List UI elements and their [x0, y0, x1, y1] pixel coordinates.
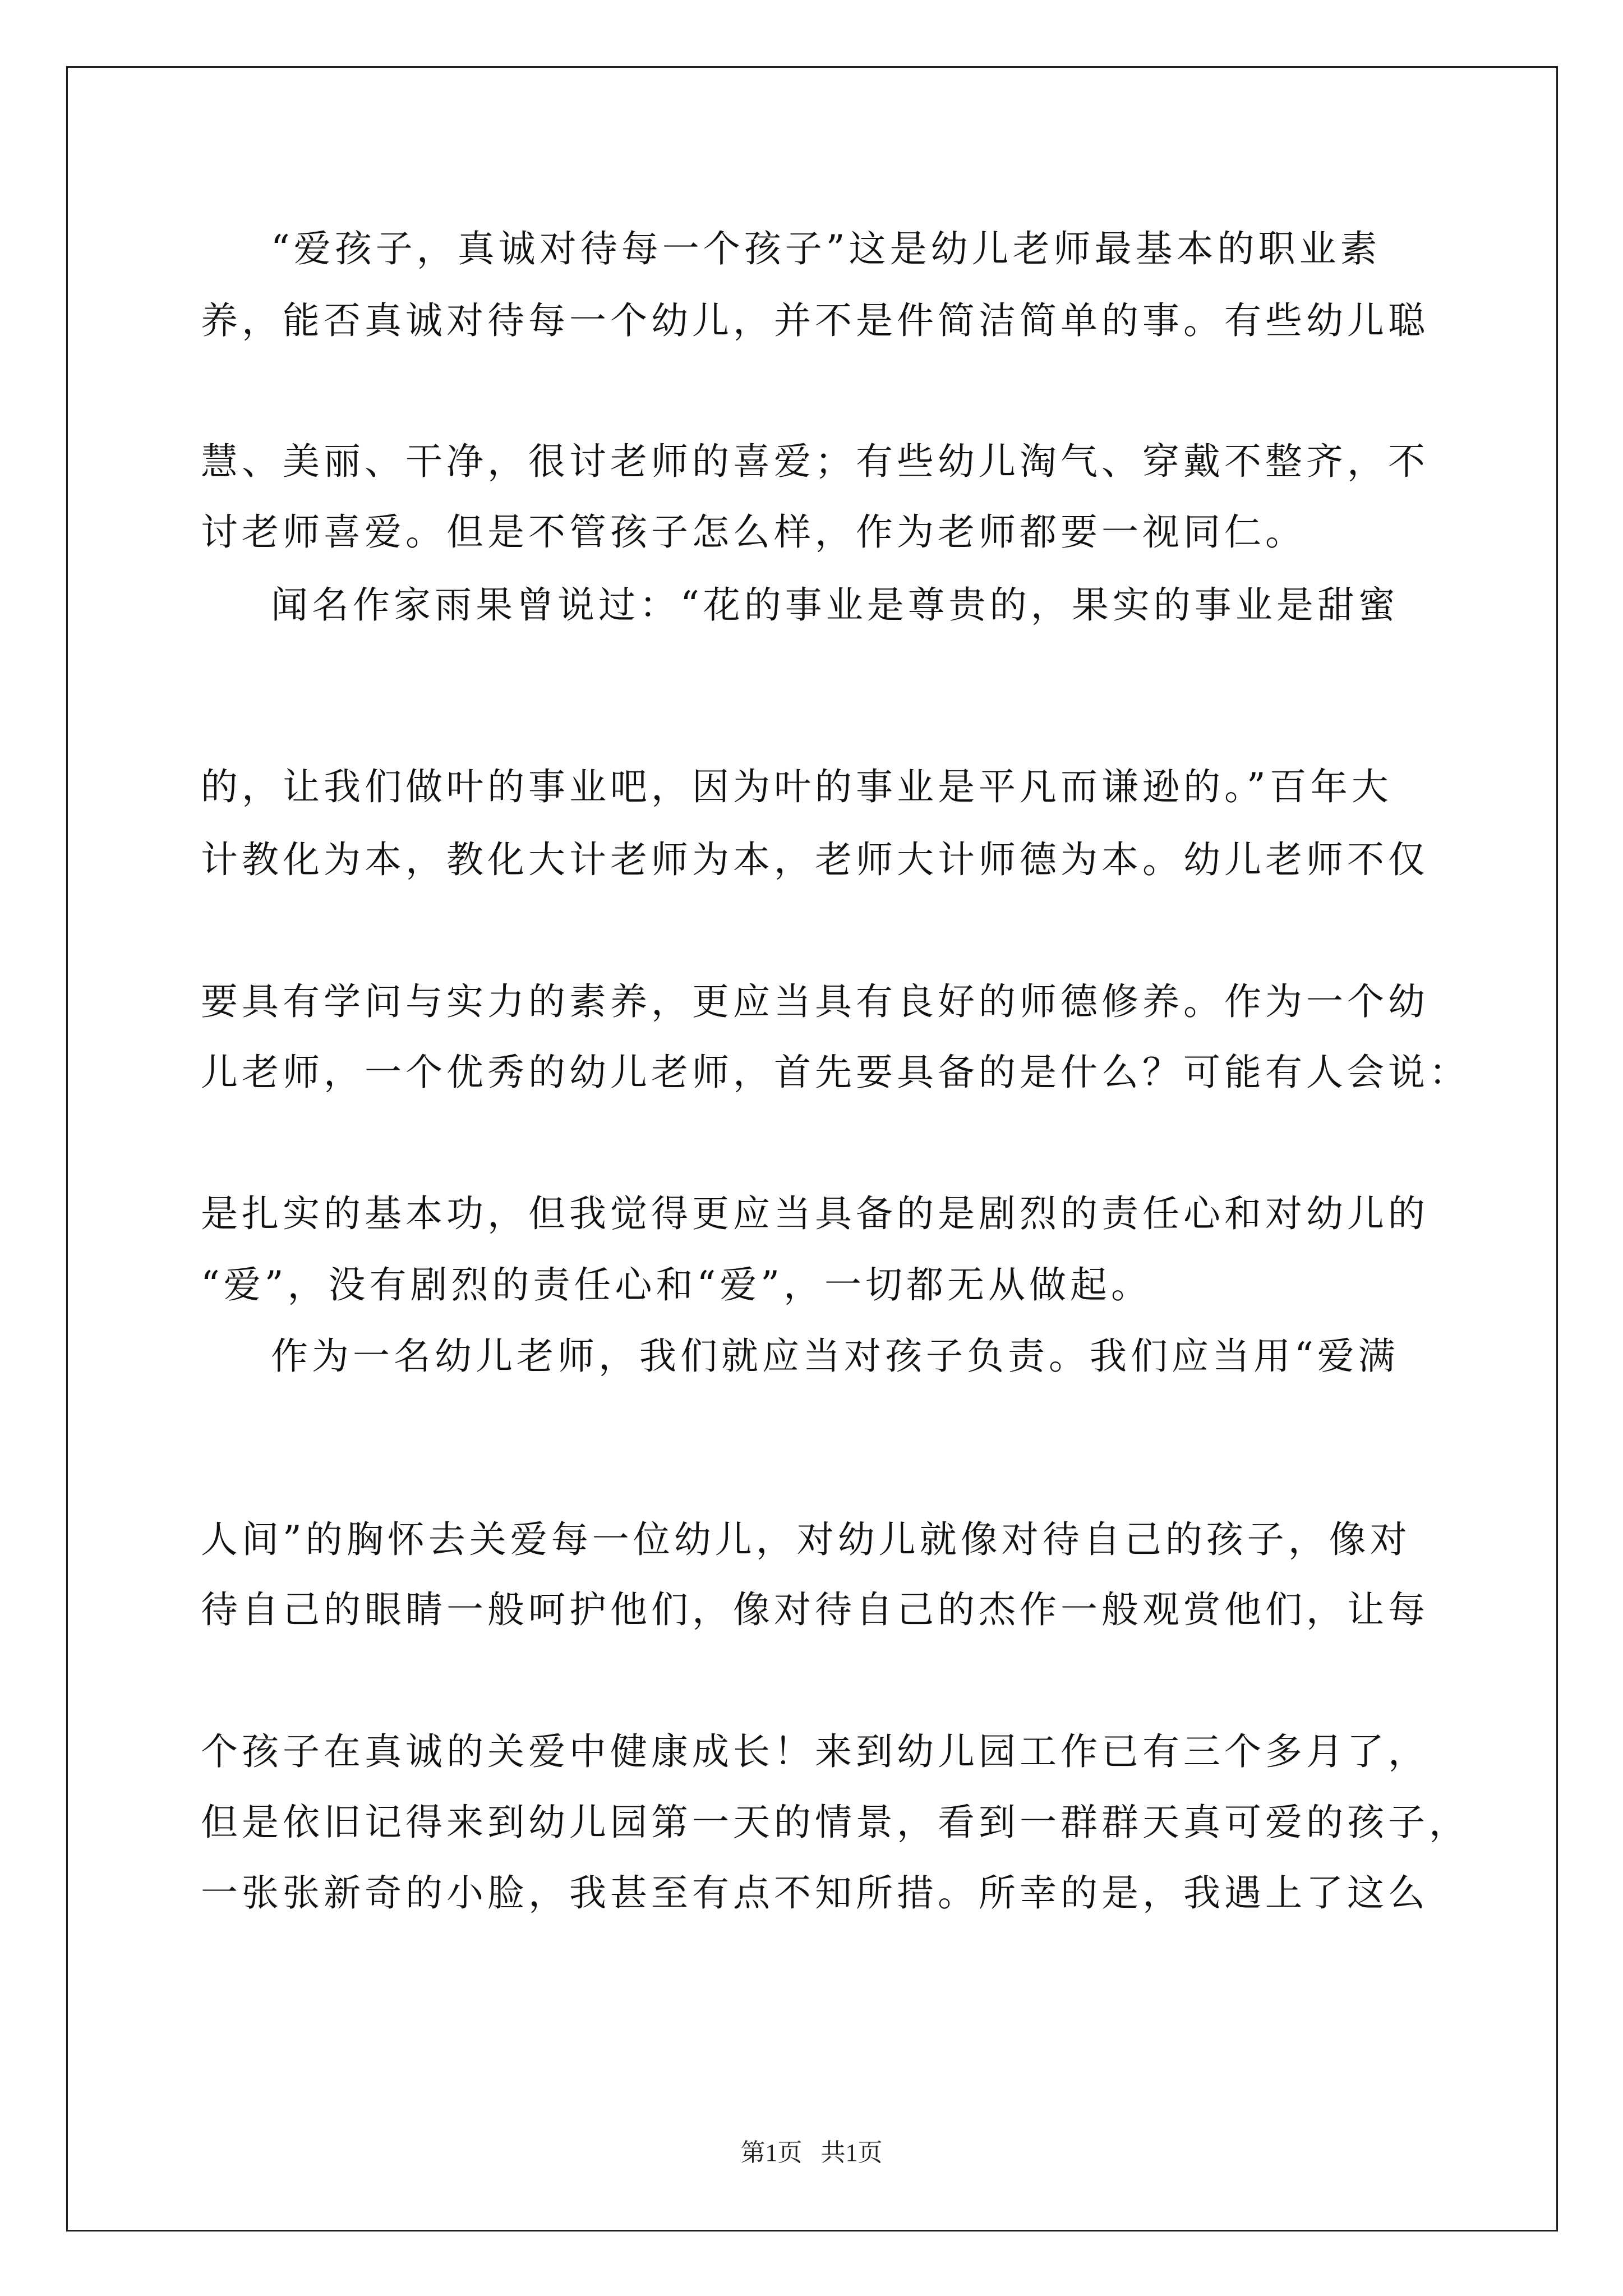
paragraph-2-line-7: “爱”，没有剧烈的责任心和“爱”，一切都无从做起。 [201, 1263, 1152, 1306]
paragraph-3-line-6: 一张张新奇的小脸，我甚至有点不知所措。所幸的是，我遇上了这么 [201, 1871, 1429, 1915]
paragraph-2-line-2: 的，让我们做叶的事业吧，因为叶的事业是平凡而谦逊的。”百年大 [201, 765, 1393, 808]
paragraph-3-line-1: 作为一名幼儿老师，我们就应当对孩子负责。我们应当用“爱满 [271, 1335, 1399, 1378]
paragraph-2-line-3: 计教化为本，教化大计老师为本，老师大计师德为本。幼儿老师不仅 [201, 838, 1429, 881]
paragraph-2-line-6: 是扎实的基本功，但我觉得更应当具备的是剧烈的责任心和对幼儿的 [201, 1192, 1429, 1235]
paragraph-1-line-3: 慧、美丽、干净，很讨老师的喜爱；有些幼儿淘气、穿戴不整齐，不 [201, 440, 1429, 483]
paragraph-2-line-5: 儿老师，一个优秀的幼儿老师，首先要具备的是什么？可能有人会说： [201, 1051, 1470, 1094]
paragraph-1-line-1: “爱孩子，真诚对待每一个孩子”这是幼儿老师最基本的职业素 [271, 227, 1381, 270]
paragraph-3-line-3: 待自己的眼睛一般呵护他们，像对待自己的杰作一般观赏他们，让每 [201, 1588, 1429, 1631]
paragraph-2-line-4: 要具有学问与实力的素养，更应当具有良好的师德修养。作为一个幼 [201, 980, 1429, 1023]
paragraph-3-line-4: 个孩子在真诚的关爱中健康成长！来到幼儿园工作已有三个多月了， [201, 1730, 1429, 1773]
paragraph-1-line-2: 养，能否真诚对待每一个幼儿，并不是件简洁简单的事。有些幼儿聪 [201, 299, 1429, 342]
paragraph-1-line-4: 讨老师喜爱。但是不管孩子怎么样，作为老师都要一视同仁。 [201, 510, 1306, 554]
page-number-footer: 第1页 共1页 [740, 2139, 883, 2166]
paragraph-3-line-2: 人间”的胸怀去关爱每一位幼儿，对幼儿就像对待自己的孩子，像对 [201, 1518, 1411, 1561]
paragraph-3-line-5: 但是依旧记得来到幼儿园第一天的情景，看到一群群天真可爱的孩子， [201, 1801, 1470, 1844]
paragraph-2-line-1: 闻名作家雨果曾说过：“花的事业是尊贵的，果实的事业是甜蜜 [271, 583, 1399, 627]
